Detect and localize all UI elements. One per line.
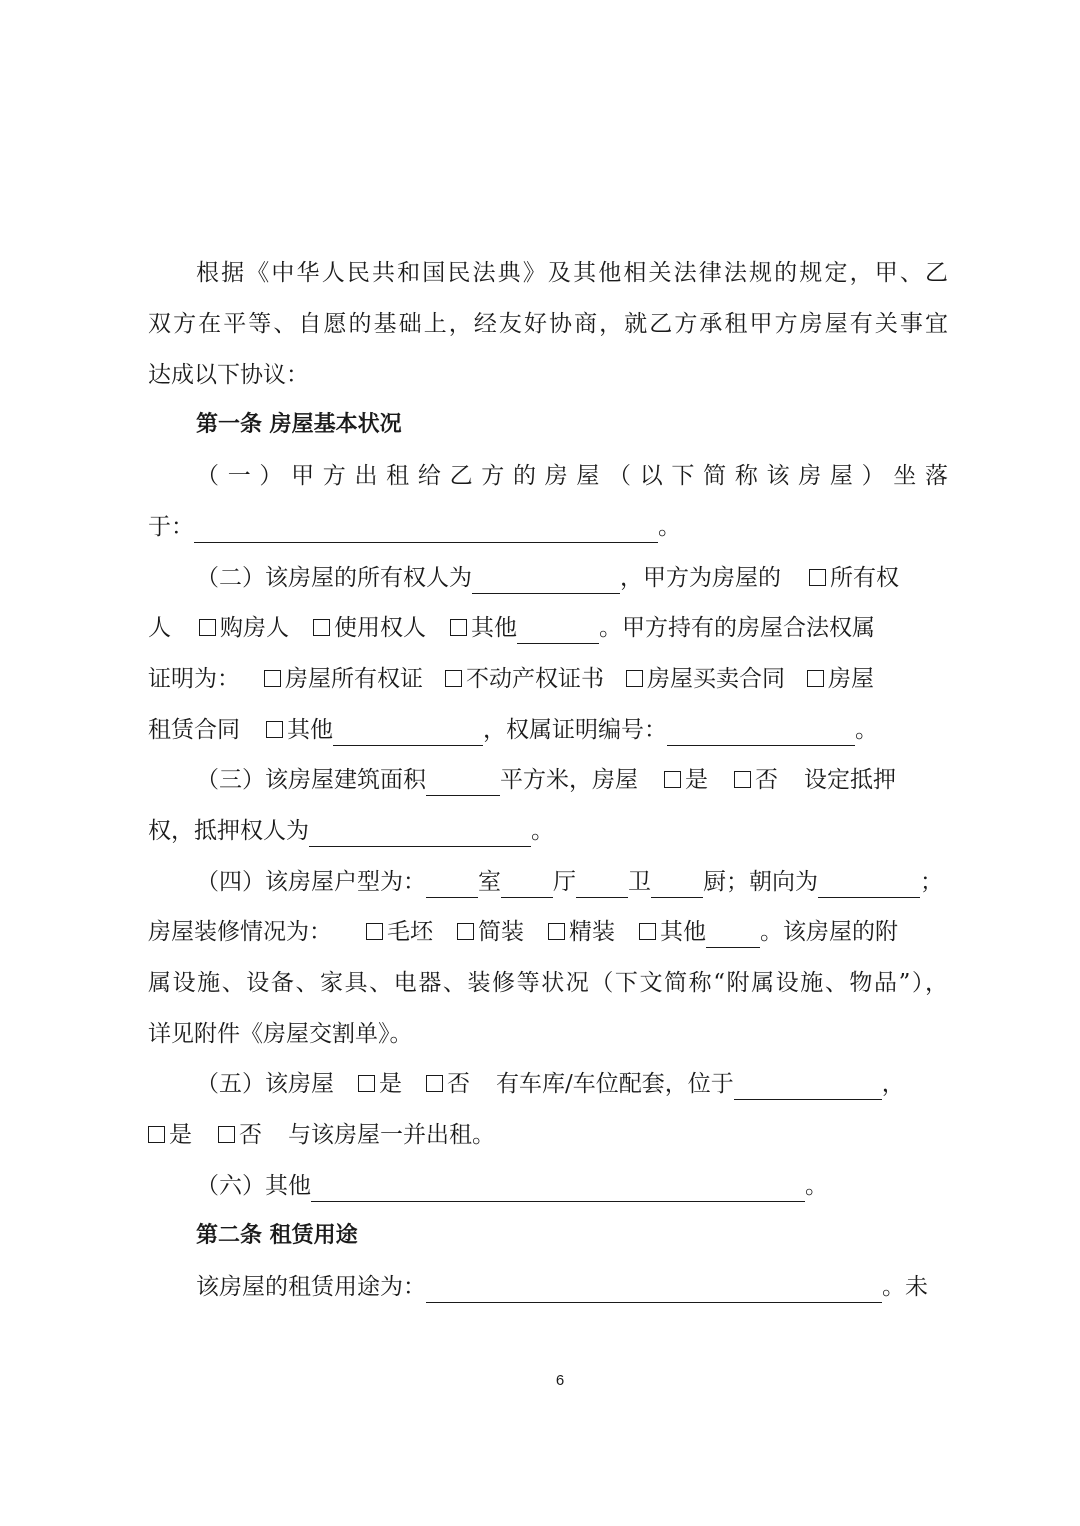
orientation-blank[interactable] (818, 867, 920, 898)
checkbox-sale-contract[interactable] (626, 670, 643, 687)
usage-blank[interactable] (426, 1272, 882, 1303)
kitchens-blank[interactable] (651, 867, 703, 898)
intro-line-1: 根据《中华人民共和国民法典》及其他相关法律法规的规定，甲、乙 (196, 260, 948, 286)
location-blank[interactable] (194, 512, 658, 543)
ownership-cert-option: 房屋所有权证 (285, 666, 423, 692)
garage-no-option: 否 (447, 1071, 470, 1097)
checkbox-fine[interactable] (548, 923, 565, 940)
a2-p1-tail: 。未 (882, 1274, 928, 1300)
user-right-option: 使用权人 (334, 615, 426, 641)
a1-p1-end: 。 (658, 514, 681, 540)
checkbox-other-decoration[interactable] (639, 923, 656, 940)
page-number: 6 (555, 1372, 565, 1389)
party-a-role-label: ，甲方为房屋的 (620, 565, 781, 591)
rooms-blank[interactable] (426, 867, 478, 898)
proof-label: 证明为： (148, 666, 240, 692)
facilities-label-start: 。该房屋的附 (760, 919, 898, 945)
owner-option: 所有权 (830, 565, 899, 591)
checkbox-owner[interactable] (809, 569, 826, 586)
a1-p1-line1: （一）甲方出租给乙方的房屋（以下简称该房屋）坐落 (196, 463, 948, 489)
a1-p6-end: 。 (805, 1173, 828, 1199)
other-proof-blank[interactable] (333, 715, 483, 746)
other-decoration-blank[interactable] (706, 917, 760, 948)
area-unit: 平方米，房屋 (500, 767, 638, 793)
owner-option-tail: 人 (148, 615, 171, 641)
usage-label: 该房屋的租赁用途为： (196, 1274, 426, 1300)
checkbox-garage-lease-no[interactable] (218, 1126, 235, 1143)
owner-label: （二）该房屋的所有权人为 (196, 565, 472, 591)
rough-option: 毛坯 (387, 919, 433, 945)
other-decoration-option: 其他 (660, 919, 706, 945)
garage-lease-no-option: 否 (239, 1122, 262, 1148)
area-label: （三）该房屋建筑面积 (196, 767, 426, 793)
baths-unit: 卫 (628, 869, 651, 895)
checkbox-realty-cert[interactable] (445, 670, 462, 687)
a1-p4-line4: 详见附件《房屋交割单》。 (148, 1021, 413, 1047)
mortgage-label: 设定抵押 (804, 767, 896, 793)
orientation-label: 厨；朝向为 (703, 869, 818, 895)
fine-option: 精装 (569, 919, 615, 945)
owner-blank[interactable] (472, 563, 620, 594)
checkbox-mortgage-yes[interactable] (664, 771, 681, 788)
a1-p4-line1 (196, 862, 948, 902)
checkbox-other-proof[interactable] (266, 721, 283, 738)
checkbox-garage-no[interactable] (426, 1075, 443, 1092)
a1-p4-sep: ； (920, 869, 943, 895)
halls-blank[interactable] (501, 867, 553, 898)
checkbox-other-role[interactable] (450, 619, 467, 636)
article2-heading: 第二条 租赁用途 (196, 1223, 358, 1248)
a1-p5-sep: ， (881, 1071, 905, 1097)
garage-location-blank[interactable] (734, 1069, 882, 1100)
baths-blank[interactable] (576, 867, 628, 898)
garage-yes-option: 是 (379, 1071, 402, 1097)
checkbox-mortgage-no[interactable] (734, 771, 751, 788)
proof-number-blank[interactable] (667, 715, 855, 746)
garage-lease-label: 与该房屋一并出租。 (288, 1122, 495, 1148)
checkbox-lease-contract[interactable] (807, 670, 824, 687)
garage-location-label: 有车库/车位配套，位于 (496, 1071, 734, 1097)
other-role-option: 其他 (471, 615, 517, 641)
a1-p1-label: 于： (148, 514, 194, 540)
mortgagee-blank[interactable] (309, 816, 531, 847)
a1-p2-line2 (148, 608, 948, 648)
a1-p3-line1 (196, 760, 948, 800)
buyer-option: 购房人 (220, 615, 289, 641)
a1-p2-line1 (196, 558, 948, 598)
other-proof-option: 其他 (287, 717, 333, 743)
article1-heading: 第一条 房屋基本状况 (196, 412, 402, 437)
garage-lease-yes-option: 是 (169, 1122, 192, 1148)
a1-p4-line3: 属设施、设备、家具、电器、装修等状况（下文简称“附属设施、物品”）， (148, 970, 948, 996)
simple-option: 简装 (478, 919, 524, 945)
garage-label: （五）该房屋 (196, 1071, 334, 1097)
mortgage-no-option: 否 (755, 767, 778, 793)
checkbox-ownership-cert[interactable] (264, 670, 281, 687)
a2-p1-line1 (196, 1267, 948, 1307)
intro-line-3: 达成以下协议： (148, 362, 309, 388)
proof-number-label: ，权属证明编号： (483, 717, 667, 743)
checkbox-buyer[interactable] (199, 619, 216, 636)
mortgagee-label: 权，抵押权人为 (148, 818, 309, 844)
other-terms-label: （六）其他 (196, 1173, 311, 1199)
checkbox-garage-lease-yes[interactable] (148, 1126, 165, 1143)
a1-p3-end: 。 (531, 818, 554, 844)
checkbox-rough[interactable] (366, 923, 383, 940)
a1-p1-line2 (148, 507, 948, 547)
checkbox-simple[interactable] (457, 923, 474, 940)
realty-cert-option: 不动产权证书 (466, 666, 604, 692)
a1-p6-line1 (196, 1166, 948, 1206)
layout-label: （四）该房屋户型为： (196, 869, 426, 895)
a1-p4-line2 (148, 912, 948, 952)
lease-contract-option-tail: 租赁合同 (148, 717, 240, 743)
checkbox-user-right[interactable] (313, 619, 330, 636)
a1-p2-end: 。 (855, 717, 878, 743)
other-terms-blank[interactable] (311, 1171, 805, 1202)
a1-p5-line2 (148, 1115, 948, 1155)
area-blank[interactable] (426, 765, 500, 796)
intro-line-2: 双方在平等、自愿的基础上，经友好协商，就乙方承租甲方房屋有关事宜 (148, 311, 948, 337)
other-role-blank[interactable] (517, 613, 599, 644)
halls-unit: 厅 (553, 869, 576, 895)
a1-p2-line4 (148, 710, 948, 750)
a1-p2-line3 (148, 659, 948, 699)
checkbox-garage-yes[interactable] (358, 1075, 375, 1092)
a1-p3-line2 (148, 811, 948, 851)
sale-contract-option: 房屋买卖合同 (647, 666, 785, 692)
decoration-label: 房屋装修情况为： (148, 919, 332, 945)
a1-p5-line1 (196, 1064, 948, 1104)
mortgage-yes-option: 是 (685, 767, 708, 793)
lease-contract-option: 房屋 (828, 666, 874, 692)
proof-label-start: 。甲方持有的房屋合法权属 (599, 615, 875, 641)
rooms-unit: 室 (478, 869, 501, 895)
